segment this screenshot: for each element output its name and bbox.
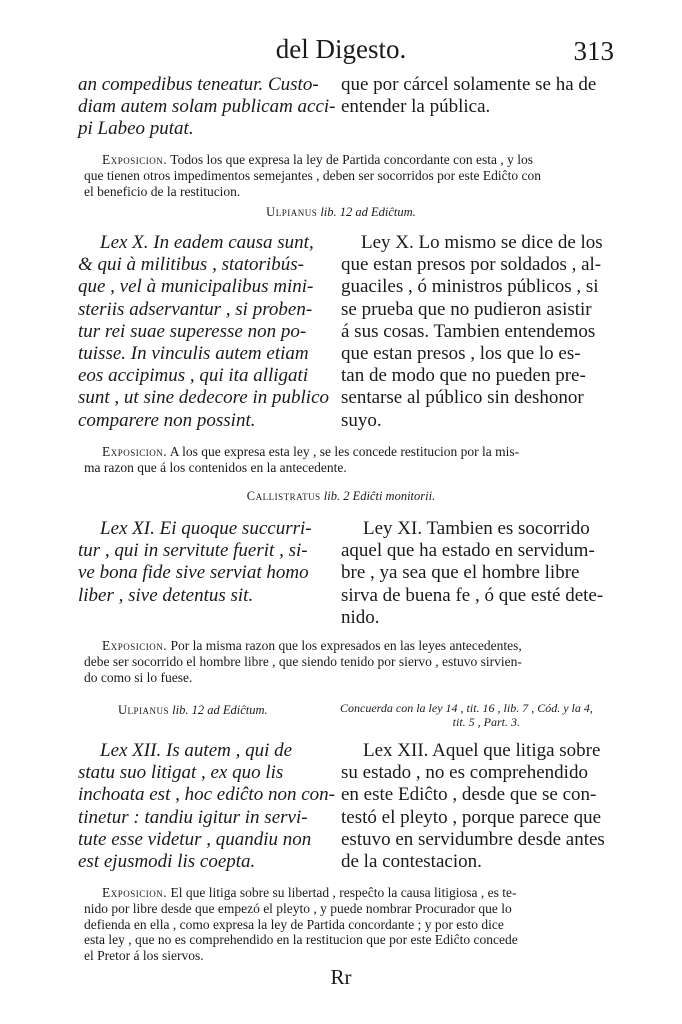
latin-column-block2	[78, 518, 330, 607]
spanish-line: su estado , no es comprehendido	[341, 762, 588, 784]
latin-line: Lex X. In eadem causa sunt,	[100, 232, 314, 253]
note-line: Por la misma razon que los expresados en las leyes antecedentes,	[170, 638, 522, 653]
latin-column-block3	[78, 740, 335, 873]
spanish-line: Ley X. Lo mismo se dice de los	[361, 232, 603, 253]
latin-line: & qui à militibus , statoribús-	[78, 254, 304, 276]
latin-line: est ejusmodi lis coepta.	[78, 851, 256, 873]
note-line: esta ley , que no es comprehendido en la restitucion que por este Ediĉto concede	[84, 932, 518, 948]
spanish-line: aquel que ha estado en servidum-	[341, 540, 595, 562]
spanish-line: Ley XI. Tambien es socorrido	[363, 518, 590, 539]
note-line: A los que expresa esta ley , se les concede restitucion por la mis-	[169, 444, 520, 459]
note-line: nido por libre desde que empezó el pleyto , y puede nombrar Procurador que lo	[84, 900, 512, 916]
latin-line: statu suo litigat , ex quo lis	[78, 762, 284, 784]
note-line: ma razon que á los contenidos en la antecedente.	[84, 459, 347, 475]
source-author: Callistratus	[246, 489, 321, 503]
page-number: 313	[573, 36, 614, 66]
spanish-column-block1	[341, 232, 611, 432]
latin-line: tute esse videtur , quandiu non	[78, 828, 312, 850]
source-author: Ulpianus	[266, 205, 318, 219]
latin-line: tinetur : tandiu igitur in servi-	[78, 806, 308, 828]
spanish-line: sentarse al público sin deshonor	[341, 387, 584, 409]
source-ref: lib. 12 ad Ediĉtum.	[172, 703, 268, 717]
spanish-line: sirva de buena fe , ó que esté dete-	[341, 584, 604, 606]
exposicion-label: Exposicion.	[102, 638, 168, 653]
spanish-column-block0	[341, 74, 611, 118]
spanish-line: estuvo en servidumbre desde antes	[341, 828, 605, 850]
latin-line: tuisse. In vinculis autem etiam	[78, 343, 309, 365]
spanish-line: de la contestacion.	[341, 851, 482, 873]
latin-line: inchoata est , hoc ediĉto non con-	[78, 784, 335, 806]
exposicion-note-block3	[84, 885, 611, 964]
note-line: defienda en ella , como expresa la ley de Partida concordante ; y por esto dice	[84, 916, 504, 932]
note-line: Todos los que expresa la ley de Partida concordante con esta , y los	[170, 152, 533, 167]
note-line: el beneficio de la restitucion.	[84, 183, 241, 199]
spanish-column-block3	[341, 740, 611, 873]
spanish-line: que estan presos por soldados , al-	[341, 254, 602, 276]
note-line: El que litiga sobre su libertad , respeĉto la causa litigiosa , es te-	[170, 885, 517, 900]
latin-line: an compedibus teneatur. Custo-	[78, 74, 319, 95]
spanish-line: que estan presos , los que lo es-	[341, 343, 581, 365]
source-citation-block1	[0, 205, 682, 220]
latin-line: ve bona fide sive serviat homo	[78, 562, 309, 584]
spanish-column-block2	[341, 518, 611, 629]
latin-line: Lex XII. Is autem , qui de	[100, 740, 293, 761]
source-citation-block3	[118, 703, 268, 718]
exposicion-label: Exposicion.	[102, 444, 168, 459]
spanish-line: suyo.	[341, 409, 382, 431]
latin-line: eos accipimus , qui ita alligati	[78, 365, 309, 387]
latin-line: steriis adservantur , si proben-	[78, 298, 313, 320]
spanish-line: se prueba que no pudieron asistir	[341, 298, 592, 320]
note-line: el Pretor á los siervos.	[84, 948, 204, 964]
concordance-line: tit. 5 , Part. 3.	[452, 715, 520, 729]
latin-line: pi Labeo putat.	[78, 118, 194, 140]
spanish-line: Lex XII. Aquel que litiga sobre	[363, 740, 601, 761]
concordance-note	[340, 701, 612, 729]
latin-line: tur rei suae superesse non po-	[78, 320, 307, 342]
spanish-line: nido.	[341, 606, 380, 628]
running-head-title: del Digesto.	[275, 34, 407, 64]
exposicion-label: Exposicion.	[102, 152, 168, 167]
exposicion-note-block0	[84, 152, 611, 199]
note-line: do como si lo fuese.	[84, 669, 193, 685]
latin-line: que , vel à municipalibus mini-	[78, 276, 314, 298]
latin-line: Lex XI. Ei quoque succurri-	[100, 518, 312, 539]
note-line: que tienen otros impedimentos semejantes , deben ser socorridos por este Ediĉto con	[84, 167, 542, 183]
latin-line: sunt , ut sine dedecore in publico	[78, 387, 329, 409]
exposicion-label: Exposicion.	[102, 885, 168, 900]
spanish-line: testó el pleyto , porque parece que	[341, 806, 602, 828]
spanish-line: guaciles , ó ministros públicos , si	[341, 276, 599, 298]
exposicion-note-block2	[84, 638, 611, 685]
note-line: debe ser socorrido el hombre libre , que siendo tenido por siervo , estuvo sirvien-	[84, 653, 522, 669]
source-ref: lib. 12 ad Ediĉtum.	[320, 205, 416, 219]
concordance-line: Concuerda con la ley 14 , tit. 16 , lib. 7 , Cód. y la 4,	[340, 701, 593, 715]
latin-column-block0	[78, 74, 336, 141]
signature-mark: Rr	[330, 965, 352, 989]
exposicion-note-block1	[84, 444, 611, 476]
spanish-line: que por cárcel solamente se ha de	[341, 74, 597, 95]
spanish-line: á sus cosas. Tambien entendemos	[341, 320, 596, 342]
latin-line: diam autem solam publicam acci-	[78, 96, 336, 118]
latin-line: liber , sive detentus sit.	[78, 584, 254, 606]
latin-line: comparere non possint.	[78, 409, 256, 431]
spanish-line: en este Ediĉto , desde que se con-	[341, 784, 597, 806]
spanish-line: bre , ya sea que el hombre libre	[341, 562, 580, 584]
spanish-line: entender la pública.	[341, 96, 491, 118]
latin-column-block1	[78, 232, 330, 432]
source-author: Ulpianus	[118, 703, 170, 717]
source-citation-block2	[0, 489, 682, 504]
latin-line: tur , qui in servitute fuerit , si-	[78, 540, 308, 562]
spanish-line: tan de modo que no pueden pre-	[341, 365, 586, 387]
source-ref: lib. 2 Ediĉti monitorii.	[323, 489, 436, 503]
